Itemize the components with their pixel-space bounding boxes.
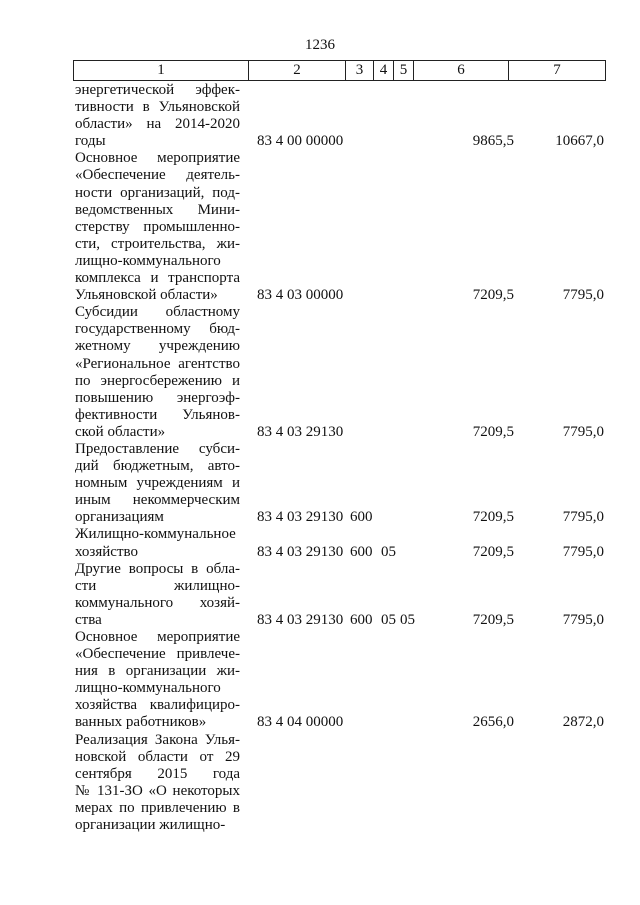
expense-type-code: 600 (350, 509, 373, 526)
subsection-code: 05 (400, 611, 415, 628)
row-name-line: повышению энергоэф- (75, 389, 240, 406)
row-name-line: Жилищно-коммунальное (75, 526, 236, 543)
column-header: 1 (74, 61, 249, 81)
row-name-line: сентября 2015 года (75, 765, 240, 782)
row-name-line: стерству промышленно- (75, 218, 240, 235)
row-name-line: хозяйство (75, 543, 138, 560)
row-name-line: «Региональное агентство (75, 355, 240, 372)
section-code: 05 (381, 611, 396, 628)
row-name-line: Другие вопросы в обла- (75, 560, 240, 577)
classification-code: 83 4 03 29130 (257, 423, 344, 440)
column-header: 7 (509, 61, 606, 81)
row-name-line: «Обеспечение привлече- (75, 646, 240, 663)
row-name (75, 629, 240, 732)
amount-col7: 10667,0 (555, 133, 604, 150)
classification-code: 83 4 03 29130 (257, 611, 344, 628)
amount-col6: 7209,5 (472, 423, 514, 440)
row-name-line: комплекса и транспорта (75, 270, 240, 287)
amount-col6: 7209,5 (472, 543, 514, 560)
classification-code: 83 4 04 00000 (257, 714, 344, 731)
page-number: 1236 (305, 37, 335, 53)
row-name-line: по энергосбережению и (75, 372, 240, 389)
expense-type-code: 600 (350, 543, 373, 560)
table-row (0, 304, 640, 441)
amount-col7: 7795,0 (562, 287, 604, 304)
row-name-line: годы (75, 133, 106, 150)
row-name-line: фективности Ульянов- (75, 406, 240, 423)
column-header-row (73, 60, 606, 81)
classification-code: 83 4 03 29130 (257, 509, 344, 526)
column-header: 2 (249, 61, 346, 81)
row-name-line: мерах по привлечению в (75, 799, 240, 816)
table-row (0, 441, 640, 526)
row-name-line: жетному учреждению (75, 338, 240, 355)
row-name-line: номным учреждениям и (75, 475, 240, 492)
amount-col6: 7209,5 (472, 509, 514, 526)
amount-col7: 7795,0 (562, 509, 604, 526)
amount-col6: 7209,5 (472, 287, 514, 304)
row-name (75, 561, 240, 629)
row-name-line: государственному бюд- (75, 321, 240, 338)
row-name-line: Предоставление субси- (75, 440, 240, 457)
row-name-line: коммунального хозяй- (75, 594, 240, 611)
row-name-line: Основное мероприятие (75, 150, 240, 167)
row-name (75, 526, 240, 560)
amount-col7: 7795,0 (562, 611, 604, 628)
row-name-line: ности организаций, под- (75, 184, 240, 201)
expense-type-code: 600 (350, 611, 373, 628)
row-name-line: ведомственных Мини- (75, 201, 240, 218)
amount-col6: 7209,5 (472, 611, 514, 628)
row-name-line: области» на 2014-2020 (75, 116, 240, 133)
classification-code: 83 4 03 29130 (257, 543, 344, 560)
amount-col7: 7795,0 (562, 543, 604, 560)
row-name (75, 82, 240, 150)
row-name-line: энергетической эффек- (75, 82, 240, 98)
row-name-line: Реализация Закона Улья- (75, 731, 240, 748)
table-row (0, 629, 640, 732)
row-name-line: сти, строительства, жи- (75, 235, 240, 252)
row-name-line: ской области» (75, 423, 166, 440)
row-name-line: ния в организации жи- (75, 663, 240, 680)
classification-code: 83 4 03 00000 (257, 287, 344, 304)
amount-col6: 2656,0 (472, 714, 514, 731)
row-name-line: иным некоммерческим (75, 492, 240, 509)
row-name-line: № 131-ЗО «О некоторых (75, 782, 240, 799)
row-name-line: хозяйства квалифициро- (75, 697, 240, 714)
row-name-line: Ульяновской области» (75, 287, 218, 304)
row-name (75, 732, 240, 835)
amount-col7: 2872,0 (562, 714, 604, 731)
classification-code: 83 4 00 00000 (257, 133, 344, 150)
row-name-line: ванных работников» (75, 714, 207, 731)
row-name (75, 150, 240, 304)
column-header: 5 (394, 61, 414, 81)
column-header: 3 (346, 61, 374, 81)
column-header: 4 (374, 61, 394, 81)
table-row (0, 561, 640, 629)
column-header: 6 (414, 61, 509, 81)
amount-col7: 7795,0 (562, 423, 604, 440)
row-name-line: Основное мероприятие (75, 629, 240, 645)
row-name-line: новской области от 29 (75, 748, 240, 765)
amount-col6: 9865,5 (472, 133, 514, 150)
row-name-line: организации жилищно- (75, 817, 226, 834)
row-name-line: сти жилищно- (75, 577, 240, 594)
section-code: 05 (381, 543, 396, 560)
table-row (0, 526, 640, 560)
row-name-line: лищно-коммунального (75, 252, 221, 269)
row-name-line: дий бюджетным, авто- (75, 458, 240, 475)
row-name (75, 441, 240, 526)
table-row (0, 150, 640, 304)
row-name (75, 304, 240, 441)
row-name-line: Субсидии областному (75, 304, 240, 321)
budget-table-body (0, 82, 640, 834)
row-name-line: тивности в Ульяновской (75, 99, 240, 116)
row-name-line: лищно-коммунального (75, 680, 221, 697)
row-name-line: «Обеспечение деятель- (75, 167, 240, 184)
table-row (0, 732, 640, 835)
row-name-line: ства (75, 611, 102, 628)
row-name-line: организациям (75, 509, 164, 526)
table-row (0, 82, 640, 150)
